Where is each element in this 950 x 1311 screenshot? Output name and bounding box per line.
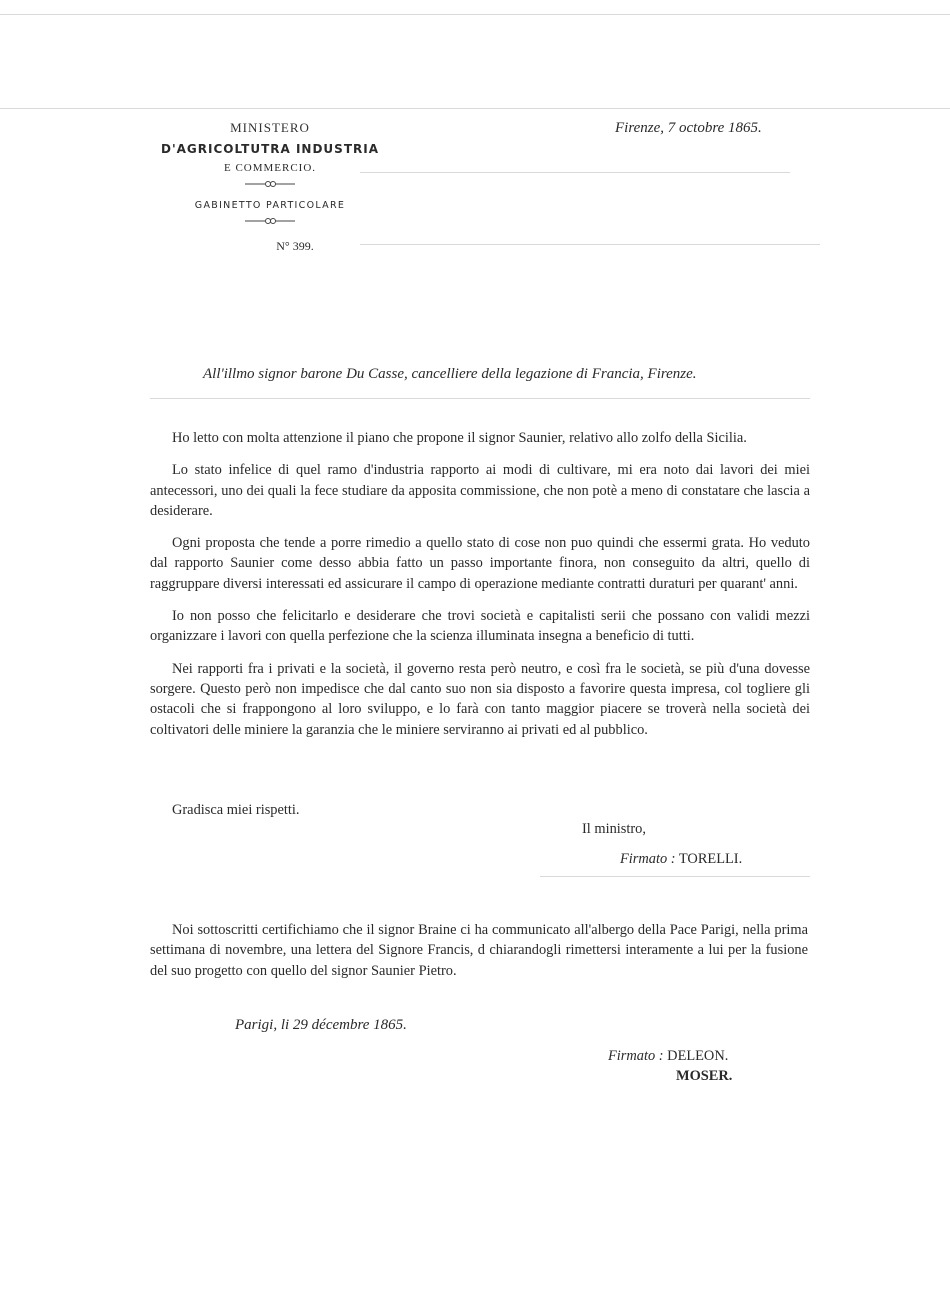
dateline: Firenze, 7 octobre 1865. (615, 120, 762, 136)
document-number: N° 399. (276, 239, 314, 253)
ministry-line3: E COMMERCIO. (223, 162, 317, 174)
paragraph: Ogni proposta che tende a porre rimedio a quello stato di cose non puo quindi che essermi grata. Ho veduto dal rapporto Saunier come desso abbia fatto un passo importante finora, non conseguito da altri, quello di raggruppare diversi interessati ed assicurare il campo di operazione mediante contratti duraturi per quarant' anni. (150, 535, 810, 592)
certification-text: Noi sottoscritti certifichiamo che il signor Braine ci ha communicato all'albergo della Pace Parigi, nella prima settimana di novembre, una lettera del Signore Francis, d chiarandogli rimettersi interamente a lui per la fusione del suo progetto con quello del signor Saunier Pietro. (150, 922, 808, 979)
certification-date: Parigi, li 29 décembre 1865. (235, 1017, 407, 1033)
rule-line (150, 398, 810, 399)
signature-label: Firmato : (620, 851, 676, 867)
rule-line (360, 172, 790, 173)
signer-name: MOSER. (676, 1068, 733, 1084)
office-label: GABINETTO PARTICOLARE (194, 200, 346, 211)
signature-line (620, 851, 742, 868)
signer-name: DELEON. (667, 1048, 729, 1064)
paragraph: Lo stato infelice di quel ramo d'industria rapporto ai modi di cultivare, mi era noto dai lavori dei miei antecessori, uno dei quali la fece studiare da apposita commissione, che non potè a meno di constatare che lascia a desiderare. (150, 462, 810, 519)
ministry-line1: MINISTERO (230, 120, 310, 135)
ornament-divider-icon (245, 178, 295, 190)
paragraph: Io non posso che felicitarlo e desiderare che trovi società e capitalisti serii che possano con validi mezzi organizzare i lavori con quella perfezione che la scienza illuminata insegna a beneficio di tutti. (150, 608, 810, 645)
signature-name: TORELLI. (678, 851, 743, 867)
signature-label: Firmato : (608, 1048, 664, 1064)
ministry-line2: D'AGRICOLTUTRA INDUSTRIA (161, 142, 379, 156)
rule-line (0, 108, 950, 109)
certification (150, 920, 808, 981)
certification-signatures (608, 1046, 732, 1086)
paragraph: Nei rapporti fra i privati e la società, il governo resta però neutro, e così fra le società, se più d'una dovesse sorgere. Questo però non impedisce che dal canto suo non sia disposto a favorire questa impresa, col togliere gli ostacoli che si frappongono al loro sviluppo, e lo farà con tanto maggior piacere se troverà nella società dei coltivatori delle miniere la garanzia che le miniere serviranno ai privati ed al pubblico. (150, 660, 810, 738)
signature-title: Il ministro, (582, 821, 646, 837)
rule-line (540, 876, 810, 877)
rule-line (0, 14, 950, 15)
signature-line (608, 1046, 732, 1066)
ornament-divider-icon (245, 215, 295, 227)
paragraph: Ho letto con molta attenzione il piano che propone il signor Saunier, relativo allo zolfo della Sicilia. (172, 430, 747, 446)
letter-body (150, 428, 810, 752)
address-line: All'illmo signor barone Du Casse, cancelliere della legazione di Francia, Firenze. (203, 366, 697, 382)
letterhead (150, 120, 390, 254)
closing-line: Gradisca miei rispetti. (172, 802, 300, 818)
rule-line (360, 244, 820, 245)
